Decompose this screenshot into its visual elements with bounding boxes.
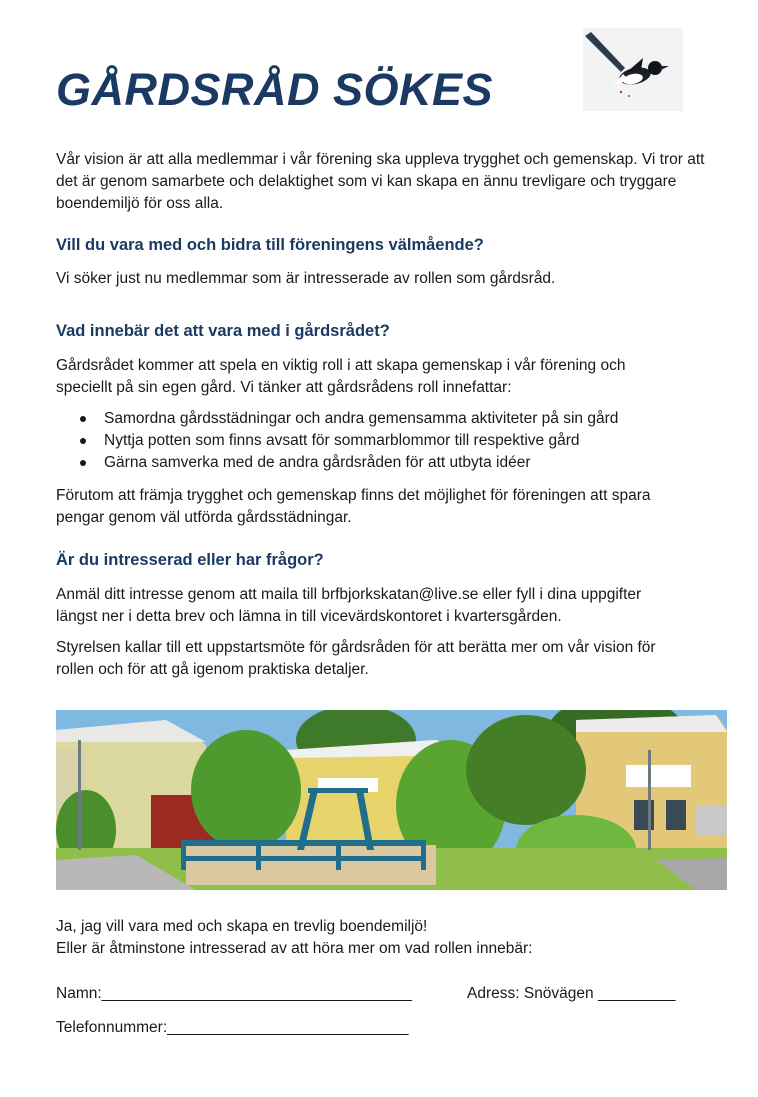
text-line: Eller är åtminstone intresserad av att höra mer om vad rollen innebär: (56, 940, 533, 957)
text-line: Gårdsrådet kommer att spela en viktig roll i att skapa gemenskap i vår förening och (56, 357, 626, 374)
section-heading-role: Vad innebär det att vara med i gårdsrådet? (56, 322, 390, 340)
intro-line: Vår vision är att alla medlemmar i vår förening ska uppleva trygghet och gemenskap. Vi tror att (56, 151, 705, 168)
bullet-item: Nyttja potten som finns avsatt för sommarblommor till respektive gård (56, 430, 618, 452)
section-text-seeking (56, 268, 555, 290)
courtyard-photo (56, 710, 727, 890)
address-field[interactable]: Adress: Snövägen _________ (467, 985, 676, 1002)
meeting-paragraph (56, 637, 656, 681)
role-bullet-list (56, 408, 618, 474)
page-title: GÅRDSRÅD SÖKES (56, 64, 494, 115)
text-line: Ja, jag vill vara med och skapa en trevlig boendemiljö! (56, 918, 428, 935)
phone-field[interactable]: Telefonnummer:____________________________ (56, 1019, 409, 1036)
text-line: Vi söker just nu medlemmar som är intresserade av rollen som gårdsråd. (56, 270, 556, 287)
text-line: Förutom att främja trygghet och gemenskap finns det möjlighet för föreningen att spara (56, 487, 651, 504)
text-line: längst ner i detta brev och lämna in till vicevärdskontoret i kvartersgården. (56, 608, 562, 625)
signup-instructions (56, 584, 641, 628)
text-line: rollen och för att gå igenom praktiska detaljer. (56, 661, 369, 678)
signup-intro (56, 916, 532, 960)
bullet-item: Samordna gårdsstädningar och andra gemensamma aktiviteter på sin gård (56, 408, 618, 430)
text-line: Anmäl ditt intresse genom att maila till brfbjorkskatan@live.se eller fyll i dina uppgifter (56, 586, 642, 603)
name-field[interactable]: Namn:____________________________________ (56, 985, 412, 1002)
magpie-logo (583, 28, 683, 111)
text-line: Styrelsen kallar till ett uppstartsmöte för gårdsråden för att berätta mer om vår vision för (56, 639, 656, 656)
text-line: pengar genom väl utförda gårdsstädningar. (56, 509, 352, 526)
intro-line: det är genom samarbete och delaktighet som vi kan skapa en ännu trevligare och tryggare (56, 173, 677, 190)
intro-line: boendemiljö för oss alla. (56, 195, 224, 212)
bullet-item: Gärna samverka med de andra gårdsråden för att utbyta idéer (56, 452, 618, 474)
benefits-paragraph (56, 485, 650, 529)
section-heading-interest: Är du intresserad eller har frågor? (56, 551, 324, 569)
text-line: speciellt på sin egen gård. Vi tänker att gårdsrådens roll innefattar: (56, 379, 512, 396)
intro-paragraph (56, 149, 704, 215)
role-description (56, 355, 625, 399)
section-heading-contribute: Vill du vara med och bidra till föreningens välmående? (56, 236, 484, 254)
